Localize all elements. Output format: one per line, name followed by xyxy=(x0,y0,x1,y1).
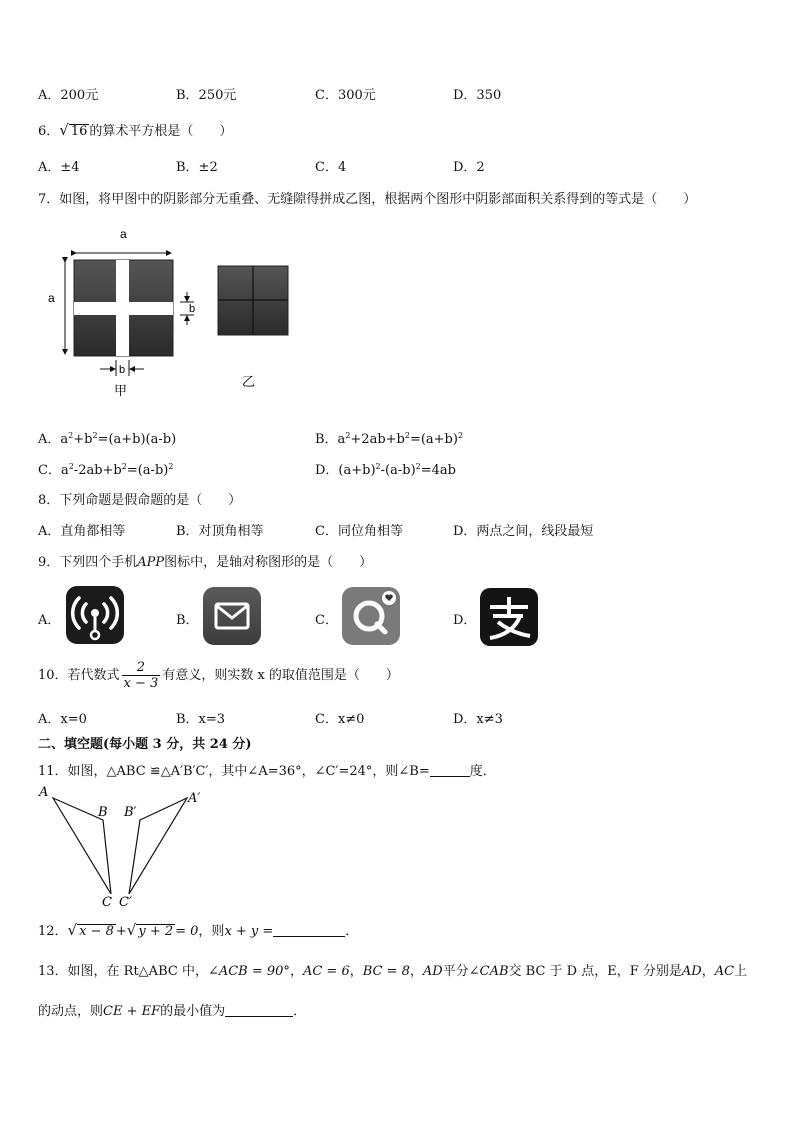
q12-stem: 12．√ x − 8 +√ y + 2 = 0，则x + y = ． xyxy=(38,921,359,939)
section-2-title: 二、填空题(每小题 3 分，共 24 分) xyxy=(38,737,252,752)
q9-option-a: A． xyxy=(38,613,61,628)
label-a-top: a xyxy=(120,227,127,241)
q13-answer-blank xyxy=(225,1004,293,1017)
q10-option-d: D．x≠3 xyxy=(453,712,503,727)
q6-stem xyxy=(38,120,232,139)
q13-line-1: 13．如图，在 Rt△ABC 中，∠ACB = 90°，AC = 6，BC = 8，AD平分∠CAB交 BC 于 D 点，E，F 分别是AD，AC上 xyxy=(38,964,748,979)
label-A-prime: A′ xyxy=(188,791,201,806)
figure-jia xyxy=(74,260,173,356)
q7-figure xyxy=(40,222,320,402)
q5-option-d: D．350 xyxy=(453,88,502,103)
q7-stem: 7．如图，将甲图中的阴影部分无重叠、无缝隙得拼成乙图，根据两个图形中阴影部面积关系得到的等式是（ ） xyxy=(38,192,697,207)
sqrt-icon: √ xyxy=(67,921,78,939)
alipay-icon xyxy=(480,588,538,646)
q6-question: 的算术平方根是（ ） xyxy=(89,124,233,139)
q11-answer-blank xyxy=(430,764,470,777)
label-a-left: a xyxy=(48,291,55,305)
label-b-bottom: b xyxy=(119,364,126,376)
wifi-key-icon xyxy=(66,586,124,644)
q8-option-c: C．同位角相等 xyxy=(315,524,403,539)
q5-option-b: B．250元 xyxy=(176,88,237,103)
q8-option-a: A．直角都相等 xyxy=(38,524,126,539)
label-C-prime: C′ xyxy=(119,895,132,910)
label-A: A xyxy=(39,785,49,800)
q7-option-d: D．$(a+b)^2-(a-b)^2=4ab$ xyxy=(315,462,456,478)
q6-option-d: D．2 xyxy=(453,160,485,175)
q10-stem: 10．若代数式 $\frac{2}{x - 3}$ 有意义，则实数 x 的取值范围是（ ） xyxy=(38,660,399,691)
q9-option-c: C． xyxy=(315,613,338,628)
q10-fraction: $\frac{2}{x - 3}$ xyxy=(123,660,159,691)
caption-jia: 甲 xyxy=(114,384,128,399)
q10-option-c: C．x≠0 xyxy=(315,712,365,727)
q5-option-a: A．200元 xyxy=(38,88,99,103)
figure-yi xyxy=(218,266,288,335)
q6-radicand: 16 xyxy=(70,124,88,139)
q8-option-d: D．两点之间，线段最短 xyxy=(453,524,594,539)
q5-option-c: C．300元 xyxy=(315,88,376,103)
label-B-prime: B′ xyxy=(124,805,137,820)
sqrt-icon: √ xyxy=(59,121,69,139)
caption-yi: 乙 xyxy=(242,375,256,390)
q10-option-a: A．x=0 xyxy=(38,712,87,727)
q-search-icon xyxy=(342,587,400,645)
q12-answer-blank xyxy=(273,924,345,937)
q7-option-b: B．$a^2+2ab+b^2=(a+b)^2$ xyxy=(315,431,464,447)
label-C: C xyxy=(102,895,112,910)
q9-stem: 9．下列四个手机APP图标中，是轴对称图形的是（ ） xyxy=(38,555,373,570)
q6-option-c: C．4 xyxy=(315,160,347,175)
q10-option-b: B．x=3 xyxy=(176,712,226,727)
q8-option-b: B．对顶角相等 xyxy=(176,524,264,539)
q9-option-d: D． xyxy=(453,613,477,628)
q8-stem: 8．下列命题是假命题的是（ ） xyxy=(38,493,242,508)
q11-stem: 11．如图，△ABC ≌△A′B′C′，其中∠A=36°，∠C′=24°，则∠B= 度． xyxy=(38,764,496,779)
mail-icon xyxy=(203,587,261,645)
label-b-right: b xyxy=(189,303,196,315)
q7-option-a: A．$a^2+b^2=(a+b)(a-b)$ xyxy=(38,431,177,447)
q13-line-2: 的动点，则CE + EF的最小值为 ． xyxy=(38,1004,307,1019)
q6-option-b: B．±2 xyxy=(176,160,218,175)
label-B: B xyxy=(98,805,108,820)
q9-option-b: B． xyxy=(176,613,199,628)
q6-number: 6． xyxy=(38,124,60,139)
q7-option-c: C．$a^2-2ab+b^2=(a-b)^2$ xyxy=(38,462,174,478)
sqrt-icon: √ xyxy=(126,921,137,939)
q11-figure xyxy=(36,782,216,910)
q6-option-a: A．±4 xyxy=(38,160,80,175)
